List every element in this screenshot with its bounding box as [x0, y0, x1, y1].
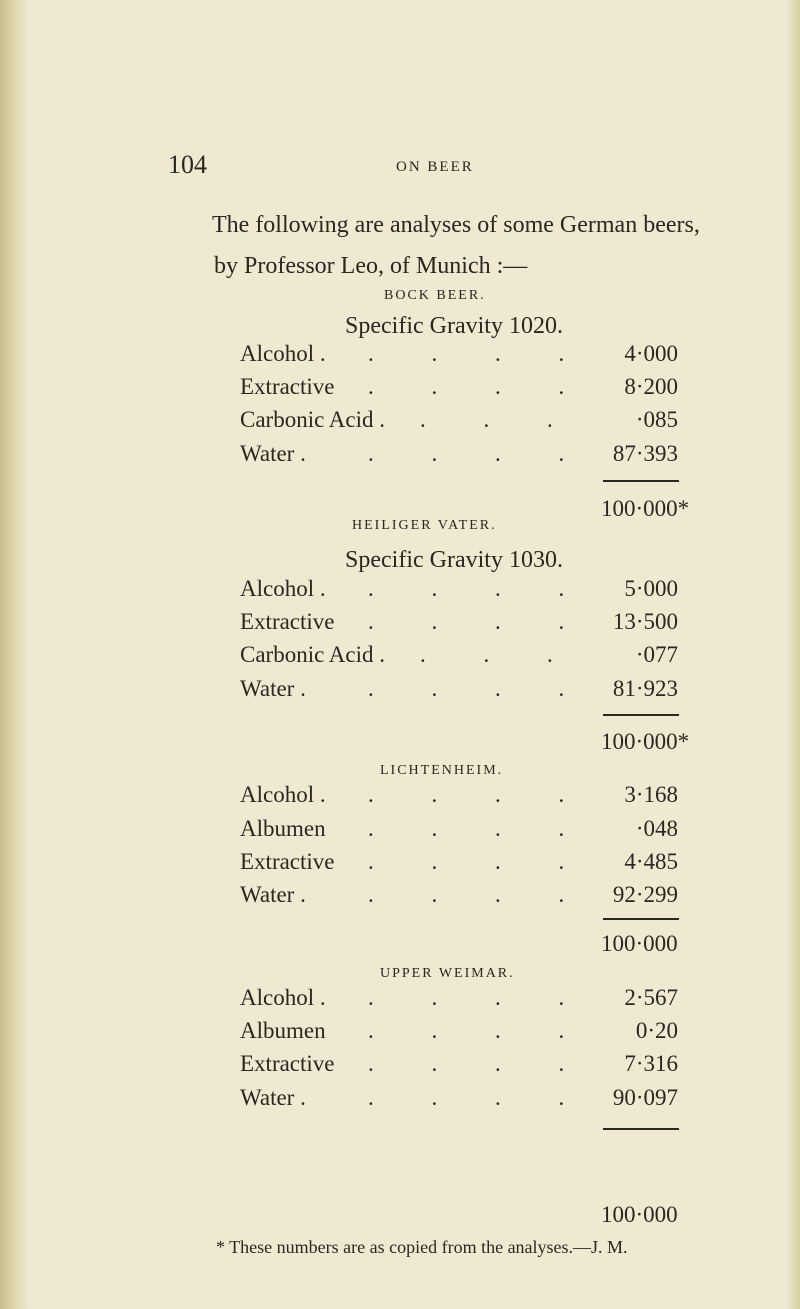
leader-dots: . . . . — [368, 441, 591, 466]
leader-dots: . . . . — [368, 1051, 591, 1076]
row-label: Extractive — [240, 374, 335, 399]
total-value: 100·000 — [601, 931, 678, 956]
row-value: 92·299 — [612, 882, 678, 907]
leader-dots: . . . . — [368, 676, 591, 701]
row-value: 87·393 — [612, 441, 678, 466]
footnote: * These numbers are as copied from the analyses.—J. M. — [216, 1237, 628, 1257]
row-value: ·048 — [635, 816, 678, 841]
leader-dots: . . . . — [368, 1018, 591, 1043]
row-value: 0·20 — [635, 1018, 678, 1043]
page-edge — [0, 0, 30, 1309]
sum-rule — [603, 480, 679, 482]
row-label: Carbonic Acid . — [240, 642, 385, 667]
total-value: 100·000* — [601, 496, 690, 521]
row-value: 4·000 — [624, 341, 678, 366]
intro-line-1: The following are analyses of some German beers, — [212, 212, 700, 238]
row-value: 5·000 — [624, 576, 678, 601]
row-value: ·085 — [635, 407, 678, 432]
row-value: 7·316 — [624, 1051, 678, 1076]
page-edge-right — [786, 0, 800, 1309]
leader-dots: . . . . — [368, 782, 591, 807]
row-label: Alcohol . — [240, 782, 326, 807]
row-label: Carbonic Acid . — [240, 407, 385, 432]
row-value: ·077 — [635, 642, 678, 667]
row-label: Extractive — [240, 609, 335, 634]
section-title: UPPER WEIMAR. — [380, 966, 515, 981]
sum-rule — [603, 714, 679, 716]
row-label: Water . — [240, 882, 306, 907]
leader-dots: . . . . — [368, 882, 591, 907]
leader-dots: . . . . — [368, 985, 591, 1010]
specific-gravity: Specific Gravity 1020. — [345, 313, 563, 339]
specific-gravity: Specific Gravity 1030. — [345, 547, 563, 573]
running-title: ON BEER — [396, 159, 474, 175]
row-label: Albumen — [240, 816, 326, 841]
sum-rule — [603, 918, 679, 920]
section-title: LICHTENHEIM. — [380, 763, 504, 778]
leader-dots: . . . . — [368, 816, 591, 841]
row-label: Water . — [240, 676, 306, 701]
row-label: Water . — [240, 1085, 306, 1110]
row-value: 90·097 — [612, 1085, 678, 1110]
sum-rule — [603, 1128, 679, 1130]
row-value: 2·567 — [624, 985, 678, 1010]
row-label: Extractive — [240, 1051, 335, 1076]
row-label: Alcohol . — [240, 341, 326, 366]
row-value: 13·500 — [612, 609, 678, 634]
leader-dots: . . . . — [368, 374, 591, 399]
leader-dots: . . . — [420, 642, 579, 667]
leader-dots: . . . . — [368, 1085, 591, 1110]
row-value: 8·200 — [624, 374, 678, 399]
row-label: Alcohol . — [240, 985, 326, 1010]
row-value: 4·485 — [624, 849, 678, 874]
row-label: Extractive — [240, 849, 335, 874]
row-value: 81·923 — [612, 676, 678, 701]
section-title: BOCK BEER. — [384, 288, 486, 303]
row-label: Water . — [240, 441, 306, 466]
total-value: 100·000* — [601, 729, 690, 754]
leader-dots: . . . . — [368, 849, 591, 874]
row-value: 3·168 — [624, 782, 678, 807]
total-value: 100·000 — [601, 1202, 678, 1227]
intro-line-2: by Professor Leo, of Munich :— — [214, 253, 528, 279]
leader-dots: . . . — [420, 407, 579, 432]
section-title: HEILIGER VATER. — [352, 518, 497, 533]
leader-dots: . . . . — [368, 341, 591, 366]
page-number: 104 — [168, 150, 207, 179]
leader-dots: . . . . — [368, 609, 591, 634]
row-label: Alcohol . — [240, 576, 326, 601]
row-label: Albumen — [240, 1018, 326, 1043]
leader-dots: . . . . — [368, 576, 591, 601]
